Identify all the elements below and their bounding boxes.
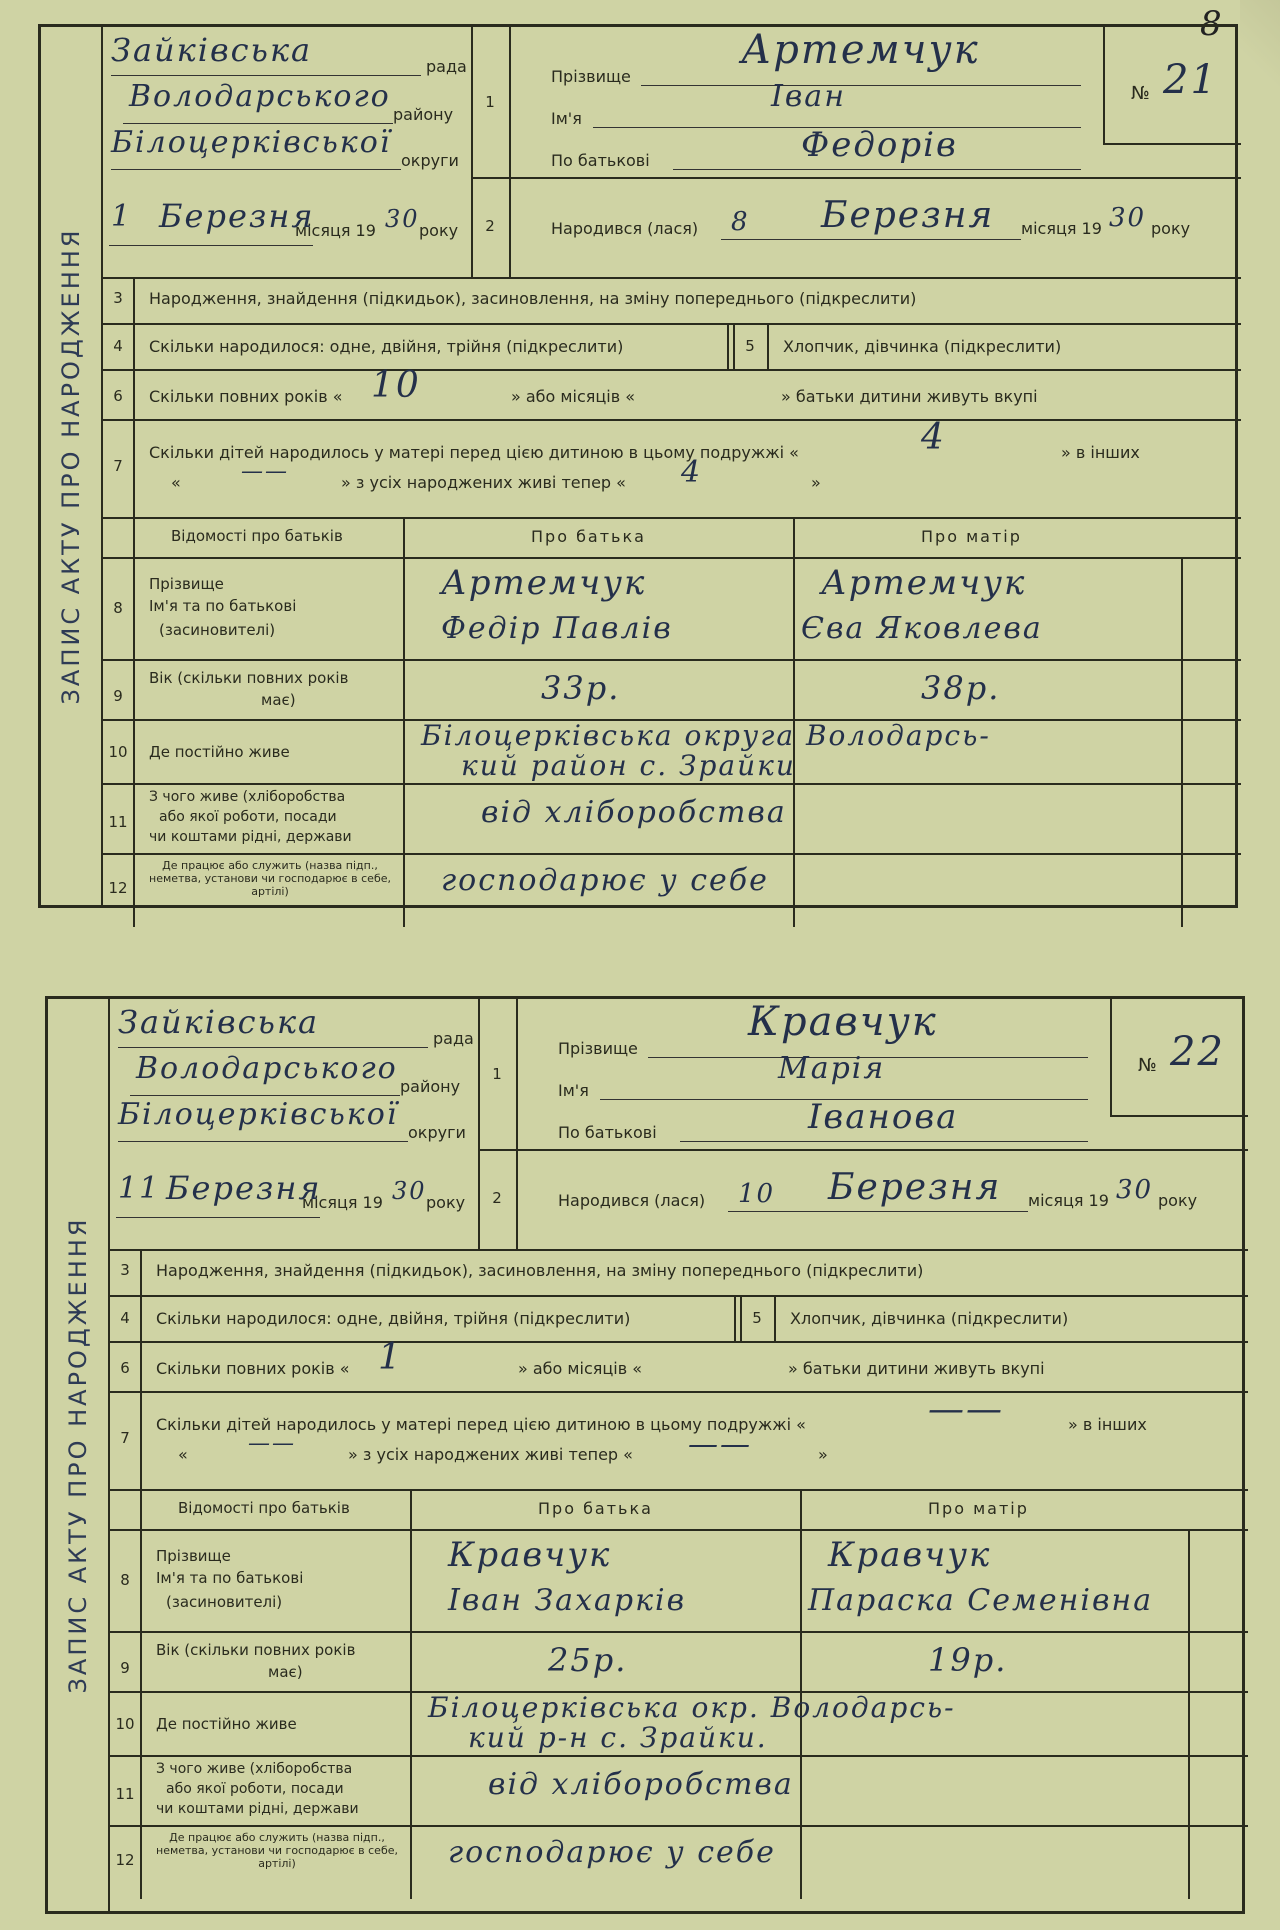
row-number: 5 xyxy=(752,1309,762,1327)
underline xyxy=(721,239,1021,240)
name-label: Ім'я xyxy=(558,1081,589,1100)
divider xyxy=(1181,557,1183,927)
father-surname-value: Артемчук xyxy=(441,563,647,603)
row9-label-1: Вік (скільки повних років xyxy=(149,669,349,687)
father-header: Про батька xyxy=(538,1499,653,1518)
row-number: 8 xyxy=(120,1571,130,1589)
birth-record-2 xyxy=(45,996,1245,1914)
born-day-value: 10 xyxy=(738,1179,776,1209)
row7-before-value: 4 xyxy=(921,417,946,458)
divider xyxy=(108,1631,1248,1633)
divider xyxy=(478,1149,1248,1151)
row-number: 12 xyxy=(115,1851,135,1869)
divider xyxy=(1188,1529,1190,1899)
row11-label-3: чи коштами рідні, держави xyxy=(149,829,352,845)
residence-line-2: кий район с. Зрайки xyxy=(461,749,796,782)
side-title-column xyxy=(41,27,103,905)
divider xyxy=(1110,999,1112,1115)
row8-label-3: (засиновителі) xyxy=(159,621,276,639)
row8-label-1: Прізвище xyxy=(156,1547,231,1565)
reg-year-label: року xyxy=(419,221,459,240)
father-header: Про батька xyxy=(531,527,646,546)
parents-header: Відомості про батьків xyxy=(171,527,343,545)
work-value: господарює у себе xyxy=(448,1835,776,1870)
row8-label-2: Ім'я та по батькові xyxy=(156,1569,304,1587)
row11-label-3: чи коштами рідні, держави xyxy=(156,1801,359,1817)
rada-label: рада xyxy=(426,57,467,76)
row7-alive-value: —— xyxy=(688,1427,752,1462)
divider xyxy=(1110,1115,1248,1117)
surname-label: Прізвище xyxy=(551,67,631,86)
born-label: Народився (лася) xyxy=(551,219,699,238)
row-number: 1 xyxy=(492,1065,502,1083)
side-title: ЗАПИС АКТУ ПРО НАРОДЖЕННЯ xyxy=(64,1216,92,1694)
row4-text: Скільки народилося: одне, двійня, трійня (підкреслити) xyxy=(156,1309,631,1328)
divider xyxy=(767,323,769,369)
divider xyxy=(410,1489,412,1899)
row-number: 4 xyxy=(113,337,123,355)
divider xyxy=(101,659,1241,661)
reg-month-label: місяця 19 xyxy=(302,1193,383,1212)
row8-label-1: Прізвище xyxy=(149,575,224,593)
born-label: Народився (лася) xyxy=(558,1191,706,1210)
residence-line-2: кий р-н с. Зрайки. xyxy=(468,1721,768,1754)
child-name-value: Іван xyxy=(771,79,846,114)
divider xyxy=(108,1249,1248,1251)
father-surname-value: Кравчук xyxy=(448,1535,612,1575)
mother-header: Про матір xyxy=(921,527,1022,546)
row5-text: Хлопчик, дівчинка (підкреслити) xyxy=(783,337,1062,356)
row4-text: Скільки народилося: одне, двійня, трійня (підкреслити) xyxy=(149,337,624,356)
row-number: 9 xyxy=(120,1659,130,1677)
underline xyxy=(130,1095,400,1096)
divider xyxy=(734,1295,736,1341)
child-name-value: Марія xyxy=(778,1051,886,1086)
row12-label: Де працює або служить (назва підп., неметва, установи чи господарює в себе, артілі) xyxy=(156,1831,398,1870)
underline xyxy=(673,169,1081,170)
row7-text-d: » з усіх народжених живі тепер « xyxy=(341,473,626,492)
divider xyxy=(101,853,1241,855)
born-month-label: місяця 19 xyxy=(1028,1191,1109,1210)
divider xyxy=(774,1295,776,1341)
father-name-value: Іван Захарків xyxy=(448,1583,687,1618)
divider xyxy=(108,1341,1248,1343)
page-corner-shade xyxy=(1240,0,1280,110)
row-number: 9 xyxy=(113,687,123,705)
row7-other-value: —— xyxy=(241,459,289,484)
row6-text-b: » або місяців « xyxy=(518,1359,642,1378)
raion-value: Володарського xyxy=(129,79,391,114)
born-month-value: Березня xyxy=(828,1167,1002,1208)
row9-label-2: має) xyxy=(261,691,296,709)
row7-text-b: » в інших xyxy=(1061,443,1140,462)
rada-value: Зайківська xyxy=(118,1003,320,1041)
divider xyxy=(101,557,1241,559)
underline xyxy=(111,75,421,76)
raion-value: Володарського xyxy=(136,1051,398,1086)
row-number: 10 xyxy=(108,743,128,761)
divider xyxy=(108,1825,1248,1827)
underline xyxy=(109,245,313,246)
divider xyxy=(733,323,735,369)
mother-age-value: 19р. xyxy=(928,1641,1008,1679)
row3-text: Народження, знайдення (підкидьок), засиновлення, на зміну попереднього (підкреслити) xyxy=(156,1261,924,1280)
row7-text-c: « xyxy=(171,473,181,492)
divider xyxy=(101,369,1241,371)
row6-text-c: » батьки дитини живуть вкупі xyxy=(781,387,1038,406)
row-number: 3 xyxy=(113,289,123,307)
reg-month-value: Березня xyxy=(166,1169,322,1207)
father-age-value: 25р. xyxy=(548,1641,628,1679)
born-year-value: 30 xyxy=(1116,1175,1154,1205)
born-year-label: року xyxy=(1158,1191,1198,1210)
reg-month-value: Березня xyxy=(159,197,315,235)
row11-label-2: або якої роботи, посади xyxy=(159,809,337,825)
work-value: господарює у себе xyxy=(441,863,769,898)
row6-text-a: Скільки повних років « xyxy=(149,387,343,406)
reg-year-value: 30 xyxy=(392,1177,427,1205)
child-surname-value: Кравчук xyxy=(748,999,938,1045)
reg-day-value: 1 xyxy=(111,199,133,234)
divider xyxy=(403,517,405,927)
page-number: 8 xyxy=(1200,4,1222,44)
reg-day-value: 11 xyxy=(118,1171,161,1206)
row-number: 7 xyxy=(113,457,123,475)
row7-other-value: —— xyxy=(248,1431,296,1456)
born-day-value: 8 xyxy=(731,207,750,237)
row9-label-1: Вік (скільки повних років xyxy=(156,1641,356,1659)
divider xyxy=(101,783,1241,785)
divider xyxy=(133,277,135,927)
rada-label: рада xyxy=(433,1029,474,1048)
row11-label-1: З чого живе (хліборобства xyxy=(156,1761,353,1777)
divider xyxy=(471,177,1241,179)
row7-text-a: Скільки дітей народилось у матері перед цією дитиною в цьому подружжі « xyxy=(156,1415,806,1434)
raion-label: району xyxy=(393,105,454,124)
row-number: 4 xyxy=(120,1309,130,1327)
divider xyxy=(1103,27,1105,143)
divider xyxy=(108,1295,1248,1297)
side-title: ЗАПИС АКТУ ПРО НАРОДЖЕННЯ xyxy=(57,227,85,705)
divider xyxy=(101,323,1241,325)
row11-label-2: або якої роботи, посади xyxy=(166,1781,344,1797)
divider xyxy=(140,1249,142,1899)
livelihood-value: від хліборобства xyxy=(488,1767,794,1802)
born-month-label: місяця 19 xyxy=(1021,219,1102,238)
underline xyxy=(123,123,393,124)
row-number: 7 xyxy=(120,1429,130,1447)
divider xyxy=(471,27,473,277)
underline xyxy=(111,169,401,170)
row-number: 8 xyxy=(113,599,123,617)
mother-surname-value: Кравчук xyxy=(828,1535,992,1575)
okrug-label: округи xyxy=(401,151,459,170)
row-number: 3 xyxy=(120,1261,130,1279)
record-number-value: 21 xyxy=(1163,57,1218,103)
row6-text-a: Скільки повних років « xyxy=(156,1359,350,1378)
divider xyxy=(727,323,729,369)
mother-surname-value: Артемчук xyxy=(821,563,1027,603)
record-number-label: № xyxy=(1138,1055,1157,1076)
row7-text-b: » в інших xyxy=(1068,1415,1147,1434)
divider xyxy=(108,1489,1248,1491)
divider xyxy=(108,1391,1248,1393)
divider xyxy=(101,517,1241,519)
born-month-value: Березня xyxy=(821,195,995,236)
born-year-label: року xyxy=(1151,219,1191,238)
reg-month-label: місяця 19 xyxy=(295,221,376,240)
parents-header: Відомості про батьків xyxy=(178,1499,350,1517)
row6-text-b: » або місяців « xyxy=(511,387,635,406)
row-number: 11 xyxy=(115,1785,135,1803)
father-name-value: Федір Павлів xyxy=(441,611,673,646)
okrug-value: Білоцерківської xyxy=(118,1097,399,1132)
row-number: 5 xyxy=(745,337,755,355)
reg-year-label: року xyxy=(426,1193,466,1212)
row6-years-value: 10 xyxy=(371,365,421,406)
row9-label-2: має) xyxy=(268,1663,303,1681)
record-number-value: 22 xyxy=(1170,1029,1225,1075)
divider xyxy=(1103,143,1241,145)
mother-name-value: Параска Семенівна xyxy=(808,1583,1154,1618)
divider xyxy=(101,277,1241,279)
row10-label: Де постійно живе xyxy=(149,743,290,761)
row-number: 6 xyxy=(120,1359,130,1377)
name-label: Ім'я xyxy=(551,109,582,128)
born-year-value: 30 xyxy=(1109,203,1147,233)
row11-label-1: З чого живе (хліборобства xyxy=(149,789,346,805)
record-number-label: № xyxy=(1131,83,1150,104)
birth-record-1 xyxy=(38,24,1238,908)
patronymic-label: По батькові xyxy=(558,1123,657,1142)
row7-before-value: —— xyxy=(928,1389,1004,1430)
row-number: 6 xyxy=(113,387,123,405)
row10-label: Де постійно живе xyxy=(156,1715,297,1733)
underline xyxy=(641,85,1081,86)
reg-year-value: 30 xyxy=(385,205,420,233)
okrug-value: Білоцерківської xyxy=(111,125,392,160)
row-number: 2 xyxy=(492,1189,502,1207)
underline xyxy=(116,1217,320,1218)
okrug-label: округи xyxy=(408,1123,466,1142)
child-patronymic-value: Іванова xyxy=(808,1097,959,1137)
row6-text-c: » батьки дитини живуть вкупі xyxy=(788,1359,1045,1378)
row7-alive-value: 4 xyxy=(681,455,703,490)
divider xyxy=(101,419,1241,421)
underline xyxy=(118,1047,428,1048)
child-patronymic-value: Федорів xyxy=(801,125,958,165)
side-title-column xyxy=(48,999,110,1911)
residence-line-1: Білоцерківська окр. Володарсь- xyxy=(428,1691,956,1724)
underline xyxy=(728,1211,1028,1212)
row-number: 1 xyxy=(485,93,495,111)
row8-label-3: (засиновителі) xyxy=(166,1593,283,1611)
mother-header: Про матір xyxy=(928,1499,1029,1518)
residence-line-1: Білоцерківська округа Володарсь- xyxy=(421,719,991,752)
row7-text-d: » з усіх народжених живі тепер « xyxy=(348,1445,633,1464)
divider xyxy=(478,999,480,1249)
father-age-value: 33р. xyxy=(541,669,621,707)
divider xyxy=(108,1529,1248,1531)
rada-value: Зайківська xyxy=(111,31,313,69)
underline xyxy=(118,1141,408,1142)
divider xyxy=(108,1755,1248,1757)
raion-label: району xyxy=(400,1077,461,1096)
livelihood-value: від хліборобства xyxy=(481,795,787,830)
underline xyxy=(680,1141,1088,1142)
mother-age-value: 38р. xyxy=(921,669,1001,707)
row7-text-e: » xyxy=(811,473,821,492)
divider xyxy=(509,27,511,277)
row5-text: Хлопчик, дівчинка (підкреслити) xyxy=(790,1309,1069,1328)
child-surname-value: Артемчук xyxy=(741,27,980,73)
divider xyxy=(740,1295,742,1341)
patronymic-label: По батькові xyxy=(551,151,650,170)
row3-text: Народження, знайдення (підкидьок), засиновлення, на зміну попереднього (підкреслити) xyxy=(149,289,917,308)
row12-label: Де працює або служить (назва підп., неметва, установи чи господарює в себе, артілі) xyxy=(149,859,391,898)
row-number: 12 xyxy=(108,879,128,897)
row8-label-2: Ім'я та по батькові xyxy=(149,597,297,615)
mother-name-value: Єва Яковлева xyxy=(801,611,1043,646)
row-number: 10 xyxy=(115,1715,135,1733)
row-number: 11 xyxy=(108,813,128,831)
row7-text-c: « xyxy=(178,1445,188,1464)
row-number: 2 xyxy=(485,217,495,235)
surname-label: Прізвище xyxy=(558,1039,638,1058)
row7-text-e: » xyxy=(818,1445,828,1464)
row6-years-value: 1 xyxy=(378,1337,403,1378)
row7-text-a: Скільки дітей народилось у матері перед цією дитиною в цьому подружжі « xyxy=(149,443,799,462)
divider xyxy=(516,999,518,1249)
